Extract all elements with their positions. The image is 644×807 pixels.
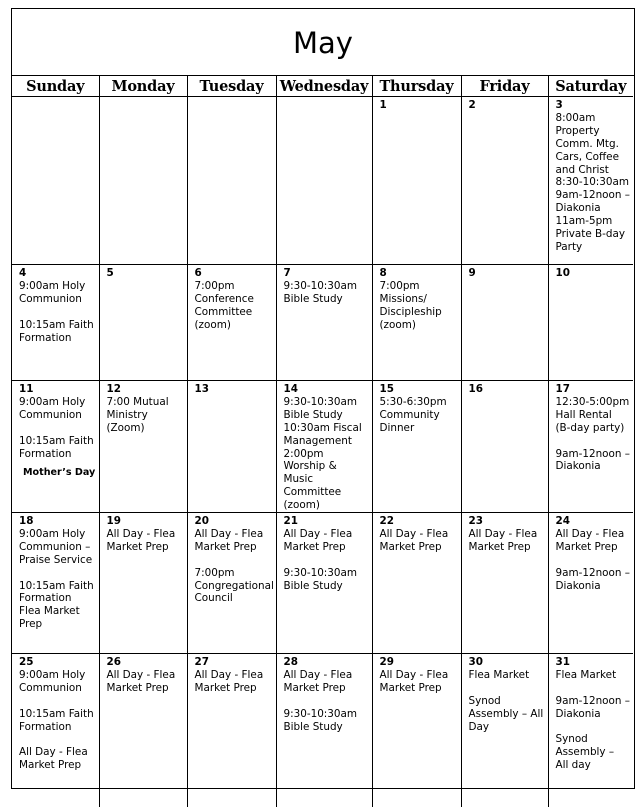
day-number: 13	[194, 383, 209, 395]
day-cell	[12, 381, 99, 513]
day-cell	[12, 97, 99, 265]
event-text: 9:00am Holy Communion	[19, 668, 86, 694]
day-cell	[461, 654, 548, 807]
day-number: 8	[379, 267, 387, 279]
day-cell	[99, 265, 187, 381]
event-text: 9am-12noon – Diakonia	[555, 189, 630, 215]
event-text: 9:00am Holy Communion – Praise Service	[19, 527, 93, 566]
event-text: 9am-12noon – Diakonia	[555, 694, 630, 720]
day-cell	[187, 654, 276, 807]
day-number: 21	[283, 515, 298, 528]
event-text: Flea Market Prep	[19, 605, 80, 631]
weekday-friday: Friday	[461, 76, 548, 97]
event-spacer	[556, 682, 631, 695]
day-number: 15	[379, 383, 394, 395]
day-cell	[372, 654, 461, 807]
day-number: 25	[19, 656, 34, 669]
event-text: Flea Market	[468, 668, 530, 681]
day-cell	[372, 265, 461, 381]
day-cell	[99, 381, 187, 513]
event-text: All Day - Flea Market Prep	[379, 668, 449, 694]
day-number: 3	[555, 99, 563, 111]
event-text: 9:30-10:30am Bible Study	[283, 279, 358, 305]
weekday-wednesday: Wednesday	[276, 76, 372, 97]
week-row	[12, 654, 633, 807]
event-text: 9:30-10:30am Bible Study	[283, 707, 358, 733]
day-cell	[548, 654, 633, 807]
event-text: All Day - Flea Market Prep	[19, 746, 88, 772]
day-number: 30	[468, 656, 483, 669]
day-cell	[372, 381, 461, 513]
weekday-header-row	[12, 76, 633, 97]
event-text: All Day - Flea Market Prep	[283, 527, 353, 553]
event-text: All Day - Flea Market Prep	[106, 668, 176, 694]
event-text: 7:00pm Conference Committee (zoom)	[194, 279, 254, 331]
event-spacer	[284, 695, 369, 708]
day-number: 17	[555, 383, 570, 395]
event-text: Flea Market	[555, 668, 617, 681]
event-text: 12:30-5:00pm Hall Rental (B-day party)	[555, 395, 630, 434]
day-number: 20	[194, 515, 209, 528]
day-number: 7	[283, 267, 291, 279]
event-text: All Day - Flea Market Prep	[283, 668, 353, 694]
day-cell	[276, 654, 372, 807]
event-spacer	[195, 554, 273, 567]
day-cell	[372, 513, 461, 654]
day-cell	[461, 265, 548, 381]
event-text: Cars, Coffee and Christ	[555, 150, 619, 176]
day-number: 27	[194, 656, 209, 669]
day-number: 1	[379, 99, 387, 111]
day-number: 9	[468, 267, 476, 279]
holiday-label: Mother’s Day	[23, 467, 96, 479]
day-number: 6	[194, 267, 202, 279]
event-text: 11am-5pm Private B-day Party	[555, 215, 626, 253]
event-spacer	[556, 435, 631, 448]
day-number: 16	[468, 383, 483, 395]
event-text: 10:15am Faith Formation	[19, 579, 94, 605]
event-text: 8:30-10:30am	[555, 176, 630, 189]
event-text: 9:00am Holy Communion	[19, 395, 86, 421]
month-title: May	[12, 9, 634, 76]
day-cell	[548, 265, 633, 381]
day-cell	[99, 513, 187, 654]
event-text: 9am-12noon – Diakonia	[555, 447, 630, 473]
event-text: 9:30-10:30am Bible Study	[283, 566, 358, 592]
event-spacer	[19, 306, 96, 319]
calendar-grid	[12, 76, 633, 807]
event-text: 10:15am Faith Formation	[19, 318, 94, 344]
day-cell	[187, 97, 276, 265]
event-text: 10:15am Faith Formation	[19, 707, 94, 733]
event-text: 7:00 Mutual Ministry (Zoom)	[106, 395, 169, 434]
week-row	[12, 97, 633, 265]
weekday-sunday: Sunday	[12, 76, 99, 97]
event-spacer	[19, 733, 96, 746]
event-text: 9:30-10:30am Bible Study	[283, 395, 358, 421]
day-number: 2	[468, 99, 476, 111]
event-text: All Day - Flea Market Prep	[555, 527, 625, 553]
weekday-tuesday: Tuesday	[187, 76, 276, 97]
day-number: 26	[106, 656, 121, 669]
day-cell	[99, 97, 187, 265]
week-row	[12, 265, 633, 381]
day-cell	[12, 265, 99, 381]
event-spacer	[19, 567, 96, 580]
day-cell	[187, 381, 276, 513]
day-cell	[12, 654, 99, 807]
day-cell	[461, 513, 548, 654]
day-cell	[276, 265, 372, 381]
event-text: 10:30am Fiscal Management	[283, 421, 362, 447]
event-text: All Day - Flea Market Prep	[379, 527, 449, 553]
week-row	[12, 513, 633, 654]
event-text: All Day - Flea Market Prep	[106, 527, 176, 553]
event-text: 8:00am Property Comm. Mtg.	[555, 111, 619, 150]
event-spacer	[19, 695, 96, 708]
event-text: 7:00pm Missions/ Discipleship (zoom)	[379, 279, 442, 331]
event-text: 9:00am Holy Communion	[19, 279, 86, 305]
day-cell	[187, 265, 276, 381]
event-text: All Day - Flea Market Prep	[194, 668, 264, 694]
weekday-thursday: Thursday	[372, 76, 461, 97]
day-number: 18	[19, 515, 34, 528]
day-number: 5	[106, 267, 114, 279]
day-cell	[12, 513, 99, 654]
day-cell	[548, 513, 633, 654]
event-spacer	[556, 554, 631, 567]
event-text: 5:30-6:30pm Community Dinner	[379, 395, 447, 434]
event-spacer	[556, 721, 631, 734]
day-cell	[461, 97, 548, 265]
day-number: 24	[555, 515, 570, 528]
day-cell	[276, 97, 372, 265]
day-number: 22	[379, 515, 394, 528]
day-cell	[99, 654, 187, 807]
day-number: 14	[283, 383, 298, 395]
day-cell	[548, 97, 633, 265]
day-number: 4	[19, 267, 27, 279]
day-cell	[461, 381, 548, 513]
weekday-monday: Monday	[99, 76, 187, 97]
day-cell	[276, 513, 372, 654]
day-number: 19	[106, 515, 121, 528]
event-spacer	[19, 422, 96, 435]
day-number: 28	[283, 656, 298, 669]
event-text: 9am-12noon – Diakonia	[555, 566, 630, 592]
event-spacer	[469, 682, 545, 695]
day-cell	[187, 513, 276, 654]
week-row	[12, 381, 633, 513]
day-number: 23	[468, 515, 483, 528]
event-text: 2:00pm Worship & Music Committee (zoom)	[283, 447, 342, 512]
calendar	[11, 8, 635, 789]
event-text: 10:15am Faith Formation	[19, 434, 94, 460]
day-number: 29	[379, 656, 394, 669]
day-cell	[276, 381, 372, 513]
day-cell	[548, 381, 633, 513]
event-text: Synod Assembly – All day	[555, 733, 615, 772]
event-text: 7:00pm Congregational Council	[194, 566, 274, 605]
day-cell	[372, 97, 461, 265]
day-number: 31	[555, 656, 570, 669]
day-number: 10	[555, 267, 570, 279]
event-text: Synod Assembly – All Day	[468, 694, 544, 733]
day-number: 11	[19, 383, 34, 395]
day-number: 12	[106, 383, 121, 395]
event-text: All Day - Flea Market Prep	[194, 527, 264, 553]
weekday-saturday: Saturday	[548, 76, 633, 97]
event-text: All Day - Flea Market Prep	[468, 527, 538, 553]
event-spacer	[284, 554, 369, 567]
